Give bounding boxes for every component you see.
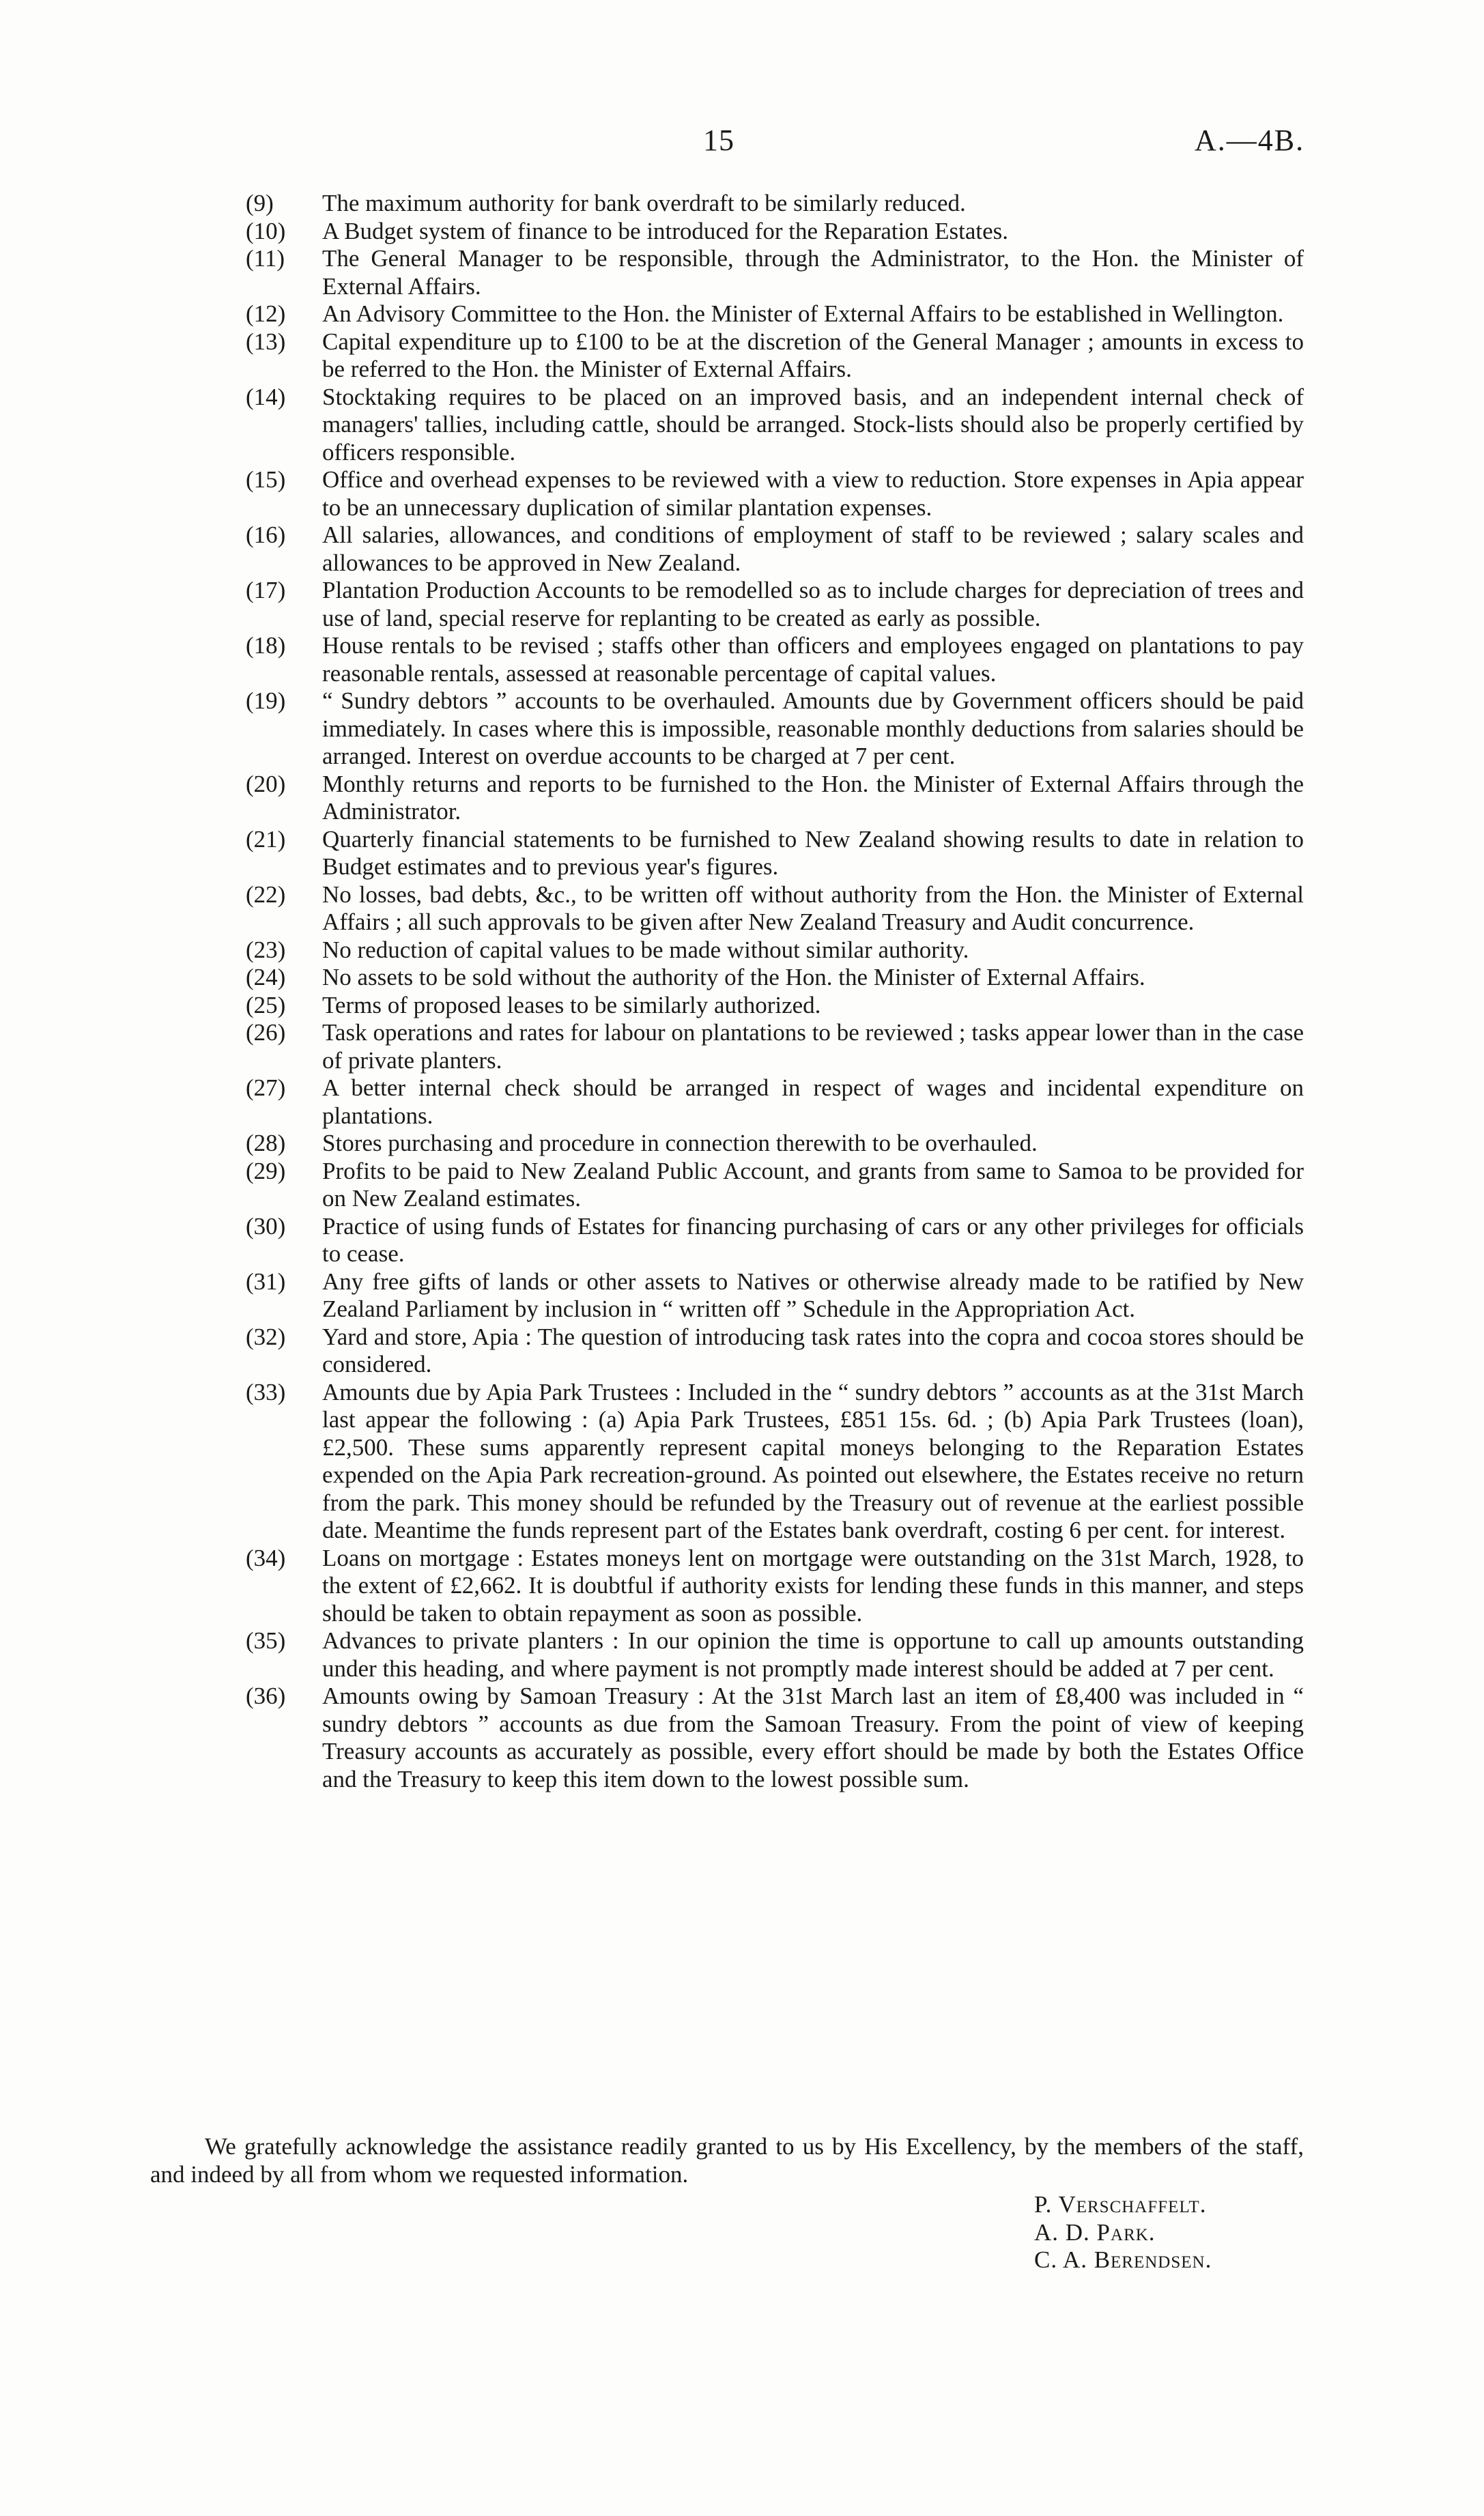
item-text: Monthly returns and reports to be furnished to the Hon. the Minister of External Affairs through the Administrator. [322,770,1304,825]
closing-paragraph: We gratefully acknowledge the assistance readily granted to us by His Excellency, by the members of the staff, and indeed by all from whom we requested information. [150,2133,1304,2188]
item-text: Office and overhead expenses to be reviewed with a view to reduction. Store expenses in Apia appear to be an unnecessary duplication of similar plantation expenses. [322,466,1304,521]
item-number: (29) [246,1157,286,1184]
item-number: (34) [246,1544,286,1571]
list-item [246,1627,1304,1683]
list-item [246,190,1304,218]
item-text: The General Manager to be responsible, through the Administrator, to the Hon. the Minister of External Affairs. [322,245,1304,300]
item-text: No assets to be sold without the authority of the Hon. the Minister of External Affairs. [322,964,1145,990]
item-number: (9) [246,190,274,216]
item-text: A Budget system of finance to be introduced for the Reparation Estates. [322,217,1009,244]
item-text: Quarterly financial statements to be furnished to New Zealand showing results to date in relation to Budget estimates and to previous year's figures. [322,825,1304,880]
list-item [246,992,1304,1020]
item-text: Stocktaking requires to be placed on an improved basis, and an independent internal check of managers' tallies, including cattle, should be arranged. Stock-lists should also be properly certified by officers responsible. [322,383,1304,466]
list-item [246,1158,1304,1213]
signatory-verschaffelt: P. Verschaffelt. [1034,2191,1207,2218]
item-text: The maximum authority for bank overdraft to be similarly reduced. [322,190,966,216]
item-text: Practice of using funds of Estates for financing purchasing of cars or any other privileges for officials to cease. [322,1212,1304,1267]
list-item [246,300,1304,328]
item-text: No losses, bad debts, &c., to be written off without authority from the Hon. the Minister of External Affairs ; all such approvals to be given after New Zealand Treasury and Audit concurrence. [322,881,1304,935]
item-text: Profits to be paid to New Zealand Public Account, and grants from same to Samoa to be provided for on New Zealand estimates. [322,1157,1304,1212]
list-item [246,1074,1304,1130]
item-text: A better internal check should be arranged in respect of wages and incidental expenditure on plantations. [322,1074,1304,1129]
item-number: (18) [246,632,286,659]
page-number: 15 [703,124,734,157]
list-item [246,218,1304,246]
item-number: (16) [246,521,286,548]
item-number: (19) [246,687,286,714]
list-item [246,466,1304,521]
list-item [246,1268,1304,1324]
item-number: (22) [246,881,286,908]
item-number: (17) [246,577,286,603]
item-number: (35) [246,1627,286,1654]
item-text: Yard and store, Apia : The question of introducing task rates into the copra and cocoa stores should be considered. [322,1323,1304,1377]
list-item [246,328,1304,384]
list-item [246,687,1304,771]
recommendation-list [246,190,1304,1793]
item-number: (14) [246,383,286,410]
list-item [246,1324,1304,1379]
list-item [246,964,1304,992]
item-number: (26) [246,1019,286,1046]
item-number: (12) [246,300,286,327]
item-number: (21) [246,825,286,853]
item-number: (25) [246,991,286,1018]
list-item [246,1019,1304,1074]
item-number: (13) [246,328,286,355]
list-item [246,577,1304,632]
item-text: House rentals to be revised ; staffs other than officers and employees engaged on plantations to pay reasonable rentals, assessed at reasonable percentage of capital values. [322,632,1304,687]
signatory-berendsen: C. A. Berendsen. [1034,2246,1212,2273]
item-number: (33) [246,1378,286,1405]
item-text: Stores purchasing and procedure in connection therewith to be overhauled. [322,1130,1038,1156]
list-item [246,937,1304,964]
item-number: (10) [246,217,286,244]
item-text: An Advisory Committee to the Hon. the Minister of External Affairs to be established in Wellington. [322,300,1284,327]
list-item [246,521,1304,577]
item-text: Any free gifts of lands or other assets to Natives or otherwise already made to be ratified by New Zealand Parliament by inclusion in “ written off ” Schedule in the Appropriation Act. [322,1268,1304,1322]
item-text: Loans on mortgage : Estates moneys lent on mortgage were outstanding on the 31st March, 1928, to the extent of £2,662. It is doubtful if authority exists for lending these funds in this manner, and steps should be taken to obtain repayment as soon as possible. [322,1544,1304,1627]
item-number: (15) [246,466,286,493]
item-text: Amounts owing by Samoan Treasury : At the 31st March last an item of £8,400 was included in “ sundry debtors ” accounts as due from the Samoan Treasury. From the point of view of keeping Treasury accounts as accurately as possible, every effort should be made by both the Estates Office and the Treasury to keep this item down to the lowest possible sum. [322,1683,1304,1792]
item-text: Capital expenditure up to £100 to be at the discretion of the General Manager ; amounts in excess to be referred to the Hon. the Minister of External Affairs. [322,328,1304,382]
list-item [246,1213,1304,1268]
item-number: (23) [246,936,286,963]
list-item [246,1683,1304,1793]
document-reference: A.—4B. [1195,124,1305,157]
item-text: No reduction of capital values to be made without similar authority. [322,936,969,963]
signatory-park: A. D. Park. [1034,2218,1156,2246]
item-text: Terms of proposed leases to be similarly authorized. [322,991,821,1018]
signatories [1034,2191,1212,2274]
item-text: Advances to private planters : In our opinion the time is opportune to call up amounts outstanding under this heading, and where payment is not promptly made interest should be added at 7 per cent. [322,1627,1304,1682]
list-item [246,1545,1304,1628]
item-number: (31) [246,1268,286,1295]
item-number: (27) [246,1074,286,1101]
item-text: Plantation Production Accounts to be remodelled so as to include charges for depreciation of trees and use of land, special reserve for replanting to be created as early as possible. [322,577,1304,631]
item-text: Task operations and rates for labour on plantations to be reviewed ; tasks appear lower than in the case of private planters. [322,1019,1304,1074]
item-number: (32) [246,1323,286,1350]
item-text: “ Sundry debtors ” accounts to be overhauled. Amounts due by Government officers should be paid immediately. In cases where this is impossible, reasonable monthly deductions from salaries should be arranged. Interest on overdue accounts to be charged at 7 per cent. [322,687,1304,769]
list-item [246,826,1304,881]
item-number: (28) [246,1130,286,1156]
list-item [246,245,1304,300]
list-item [246,881,1304,937]
list-item [246,1379,1304,1545]
item-number: (30) [246,1212,286,1240]
list-item [246,632,1304,687]
item-text: All salaries, allowances, and conditions of employment of staff to be reviewed ; salary scales and allowances to be approved in New Zealand. [322,521,1304,576]
item-number: (20) [246,770,286,797]
list-item [246,384,1304,467]
item-number: (11) [246,245,285,272]
list-item [246,771,1304,826]
item-number: (24) [246,964,286,990]
item-text: Amounts due by Apia Park Trustees : Included in the “ sundry debtors ” accounts as at the 31st March last appear the following : (a) Apia Park Trustees, £851 15s. 6d. ; (b) Apia Park Trustees (loan), £2,500. These sums apparently represent capital moneys belonging to the Reparation Estates expended on the Apia Park recreation-ground. As pointed out elsewhere, the Estates receive no return from the park. This money should be refunded by the Treasury out of revenue at the earliest possible date. Meantime the funds represent part of the Estates bank overdraft, costing 6 per cent. for interest. [322,1378,1304,1543]
item-number: (36) [246,1683,286,1709]
list-item [246,1130,1304,1158]
